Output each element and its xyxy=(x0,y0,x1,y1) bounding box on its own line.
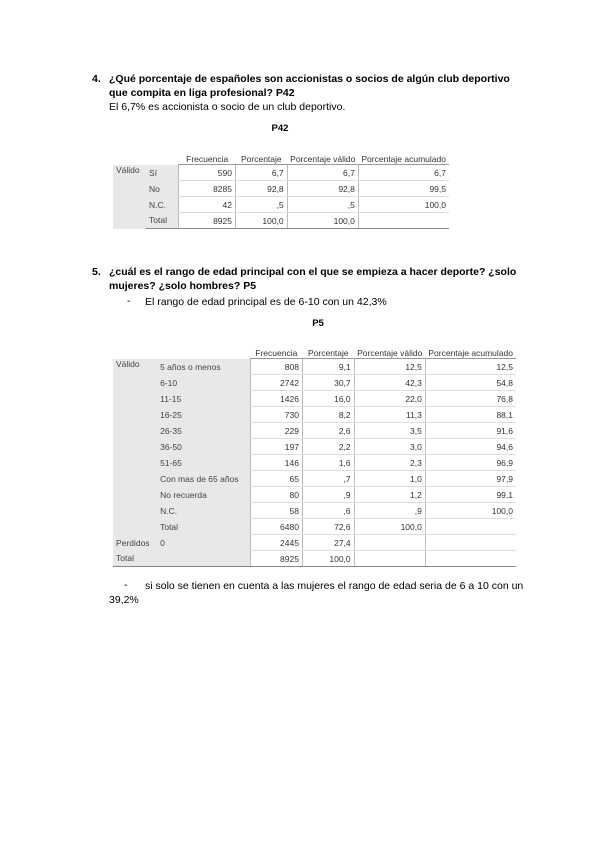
table-row xyxy=(113,181,449,197)
bullet-dash: - xyxy=(127,295,131,307)
cell: 8925 xyxy=(179,213,236,229)
cell: 99,5 xyxy=(358,181,449,197)
answer-4: El 6,7% es accionista o socio de un club deportivo. xyxy=(109,101,346,113)
cell: 12,5 xyxy=(354,359,425,375)
table-p5 xyxy=(113,332,516,567)
header-porcentaje-valido: Porcentaje válido xyxy=(290,154,356,164)
cell: 16,0 xyxy=(302,391,354,407)
table-row xyxy=(113,487,516,503)
cell: 3,5 xyxy=(354,423,425,439)
cell: 22,0 xyxy=(354,391,425,407)
cell: 2,2 xyxy=(302,439,354,455)
cell: 72,6 xyxy=(302,519,354,535)
cell: 2742 xyxy=(250,375,302,391)
cell: 1426 xyxy=(250,391,302,407)
row-label: 26-35 xyxy=(157,423,250,439)
cell: 76,8 xyxy=(425,391,516,407)
cell: 2,3 xyxy=(354,455,425,471)
cell: 808 xyxy=(250,359,302,375)
cell: 730 xyxy=(250,407,302,423)
cell: 2445 xyxy=(250,535,302,551)
cell: 6,7 xyxy=(358,165,449,181)
row-label: No xyxy=(146,181,179,197)
header-porcentaje: Porcentaje xyxy=(307,348,349,358)
question-4-number: 4. xyxy=(92,73,101,85)
table-row xyxy=(113,439,516,455)
cell: ,9 xyxy=(354,503,425,519)
cell: 92,8 xyxy=(287,181,358,197)
cell: 8925 xyxy=(250,551,302,567)
cell: 2,6 xyxy=(302,423,354,439)
cell: 54,8 xyxy=(425,375,516,391)
row-label: 0 xyxy=(157,535,250,551)
table-row xyxy=(113,375,516,391)
cell: 96,9 xyxy=(425,455,516,471)
question-5-text: ¿cuál es el rango de edad principal con el que se empieza a hacer deporte? ¿solo mujeres? ¿solo hombres? P5 xyxy=(109,266,517,292)
row-label: 16-25 xyxy=(157,407,250,423)
row-label: 36-50 xyxy=(157,439,250,455)
cell: 146 xyxy=(250,455,302,471)
cell: 229 xyxy=(250,423,302,439)
cell: ,5 xyxy=(287,197,358,213)
row-label: No recuerda xyxy=(157,487,250,503)
cell xyxy=(354,535,425,551)
cell xyxy=(425,535,516,551)
cell: 100,0 xyxy=(287,213,358,229)
cell: ,5 xyxy=(235,197,287,213)
cell: ,9 xyxy=(302,487,354,503)
cell: 94,6 xyxy=(425,439,516,455)
cell: 1,0 xyxy=(354,471,425,487)
cell: 42,3 xyxy=(354,375,425,391)
header-porcentaje-valido: Porcentaje válido xyxy=(357,348,423,358)
table-row xyxy=(113,519,516,535)
cell xyxy=(354,551,425,567)
table-row xyxy=(113,407,516,423)
row-label: N.C. xyxy=(146,197,179,213)
cell: 88,1 xyxy=(425,407,516,423)
cell: 42 xyxy=(179,197,236,213)
cell: 8285 xyxy=(179,181,236,197)
header-frecuencia: Frecuencia xyxy=(255,348,298,358)
cell: 1,2 xyxy=(354,487,425,503)
cell: 80 xyxy=(250,487,302,503)
cell xyxy=(425,551,516,567)
table-row xyxy=(113,391,516,407)
cell: 197 xyxy=(250,439,302,455)
cell: 12,5 xyxy=(425,359,516,375)
table-row xyxy=(113,359,516,375)
cell: 58 xyxy=(250,503,302,519)
group-label-valido: Válido xyxy=(113,359,157,535)
cell: 8,2 xyxy=(302,407,354,423)
row-label: Sí xyxy=(146,165,179,181)
table-row xyxy=(113,197,449,213)
row-label: Total xyxy=(157,519,250,535)
cell: 91,6 xyxy=(425,423,516,439)
table-row xyxy=(113,551,516,567)
cell: 92,8 xyxy=(235,181,287,197)
group-label-perdidos: Perdidos xyxy=(113,535,157,551)
bullet-2: si solo se tienen en cuenta a las mujeres el rango de edad seria de 6 a 10 con un 39,2% xyxy=(109,580,524,606)
table-p5-caption: P5 xyxy=(312,318,324,329)
cell: 65 xyxy=(250,471,302,487)
cell: 11,3 xyxy=(354,407,425,423)
cell: 100,0 xyxy=(354,519,425,535)
row-label: 11-15 xyxy=(157,391,250,407)
table-p42-caption: P42 xyxy=(271,123,289,134)
cell xyxy=(425,519,516,535)
table-row xyxy=(113,503,516,519)
table-row xyxy=(113,423,516,439)
row-label: Total xyxy=(146,213,179,229)
row-label: N.C. xyxy=(157,503,250,519)
cell xyxy=(358,213,449,229)
bullet-1: El rango de edad principal es de 6-10 con un 42,3% xyxy=(145,296,387,308)
row-label: 5 años o menos xyxy=(157,359,250,375)
cell: 6,7 xyxy=(287,165,358,181)
table-row xyxy=(113,535,516,551)
cell: 100,0 xyxy=(425,503,516,519)
group-label-total: Total xyxy=(113,551,250,567)
cell: 100,0 xyxy=(235,213,287,229)
header-frecuencia: Frecuencia xyxy=(186,154,229,164)
cell: 6480 xyxy=(250,519,302,535)
cell: 27,4 xyxy=(302,535,354,551)
bullet-dash: - xyxy=(124,579,128,591)
table-row xyxy=(113,471,516,487)
cell: ,7 xyxy=(302,471,354,487)
table-p42 xyxy=(113,138,449,229)
cell: 99,1 xyxy=(425,487,516,503)
group-label-valido: Válido xyxy=(113,165,146,229)
question-5-number: 5. xyxy=(92,266,101,278)
cell: ,6 xyxy=(302,503,354,519)
cell: 30,7 xyxy=(302,375,354,391)
row-label: 51-65 xyxy=(157,455,250,471)
cell: 6,7 xyxy=(235,165,287,181)
cell: 590 xyxy=(179,165,236,181)
cell: 97,9 xyxy=(425,471,516,487)
header-porcentaje-acumulado: Porcentaje acumulado xyxy=(428,348,513,358)
cell: 100,0 xyxy=(358,197,449,213)
row-label: 6-10 xyxy=(157,375,250,391)
question-4-text: ¿Qué porcentaje de españoles son accionistas o socios de algún club deportivo que compita en liga profesional? P42 xyxy=(109,73,510,99)
cell: 100,0 xyxy=(302,551,354,567)
table-row xyxy=(113,165,449,181)
row-label: Con mas de 65 años xyxy=(157,471,250,487)
header-porcentaje: Porcentaje xyxy=(241,154,282,164)
header-porcentaje-acumulado: Porcentaje acumulado xyxy=(361,154,446,164)
table-row xyxy=(113,455,516,471)
cell: 9,1 xyxy=(302,359,354,375)
cell: 3,0 xyxy=(354,439,425,455)
cell: 1,6 xyxy=(302,455,354,471)
table-row xyxy=(113,213,449,229)
